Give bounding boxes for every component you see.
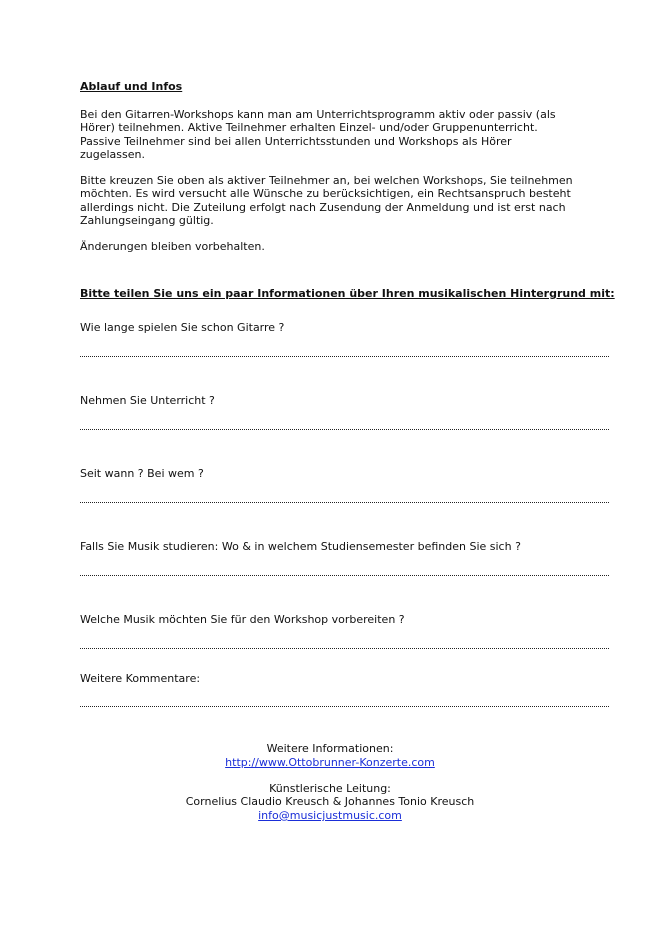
email-link[interactable]: info@musicjustmusic.com: [258, 809, 402, 822]
question-playing-duration: Wie lange spielen Sie schon Gitarre ?: [80, 321, 285, 334]
paragraph-line: allerdings nicht. Die Zuteilung erfolgt nach Zusendung der Anmeldung und ist erst nach: [80, 200, 566, 214]
answer-field-playing-duration[interactable]: [80, 356, 609, 357]
answer-field-since-when[interactable]: [80, 502, 609, 503]
paragraph-line: zugelassen.: [80, 147, 145, 161]
more-info-label: Weitere Informationen:: [266, 742, 394, 755]
background-heading: Bitte teilen Sie uns ein paar Informationen über Ihren musikalischen Hintergrund mit:: [80, 287, 615, 300]
info-paragraph-2: [80, 174, 573, 227]
answer-field-workshop-repertoire[interactable]: [80, 648, 609, 649]
directors-names: Cornelius Claudio Kreusch & Johannes Tonio Kreusch: [185, 795, 475, 808]
question-music-studies: Falls Sie Musik studieren: Wo & in welchem Studiensemester befinden Sie sich ?: [80, 540, 521, 553]
answer-field-lessons[interactable]: [80, 429, 609, 430]
question-workshop-repertoire: Welche Musik möchten Sie für den Workshop vorbereiten ?: [80, 613, 405, 626]
question-lessons: Nehmen Sie Unterricht ?: [80, 394, 215, 407]
direction-label: Künstlerische Leitung:: [269, 782, 391, 795]
website-link[interactable]: http://www.Ottobrunner-Konzerte.com: [225, 756, 435, 769]
paragraph-line: Bei den Gitarren-Workshops kann man am Unterrichtsprogramm aktiv oder passiv (als: [80, 108, 556, 121]
info-paragraph-1: [80, 108, 556, 161]
question-comments: Weitere Kommentare:: [80, 672, 201, 685]
info-paragraph-3: [80, 240, 265, 253]
paragraph-line: Änderungen bleiben vorbehalten.: [80, 240, 265, 253]
answer-field-music-studies[interactable]: [80, 575, 609, 576]
question-since-when: Seit wann ? Bei wem ?: [80, 467, 204, 480]
website-row: [0, 756, 660, 769]
answer-field-comments[interactable]: [80, 706, 609, 707]
paragraph-line: möchten. Es wird versucht alle Wünsche zu berücksichtigen, ein Rechtsanspruch besteht: [80, 187, 571, 201]
paragraph-line: Bitte kreuzen Sie oben als aktiver Teilnehmer an, bei welchen Workshops, Sie teilnehmen: [80, 174, 573, 187]
paragraph-line: Passive Teilnehmer sind bei allen Unterrichtsstunden und Workshops als Hörer: [80, 134, 512, 148]
paragraph-line: Zahlungseingang gültig.: [80, 213, 214, 227]
email-row: [0, 809, 660, 822]
paragraph-line: Hörer) teilnehmen. Aktive Teilnehmer erhalten Einzel- und/oder Gruppenunterricht.: [80, 121, 538, 135]
info-heading: Ablauf und Infos: [80, 80, 183, 93]
